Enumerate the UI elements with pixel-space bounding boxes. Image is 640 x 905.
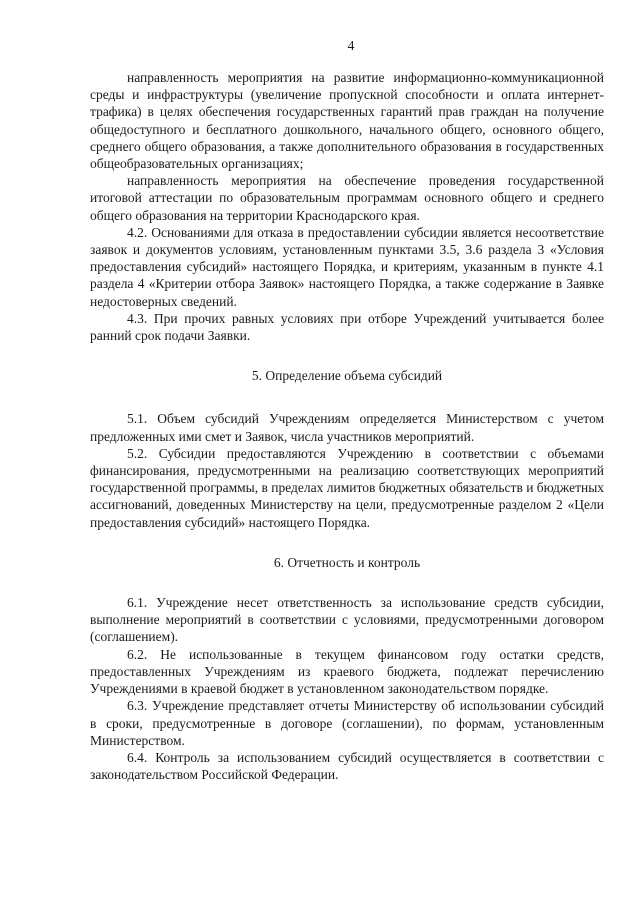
spacer [90, 344, 604, 367]
paragraph-4-3: 4.3. При прочих равных условиях при отборе Учреждений учитывается более ранний срок подачи Заявки. [90, 310, 604, 344]
paragraph-4-2: 4.2. Основаниями для отказа в предоставлении субсидии является несоответствие заявок и документов условиям, установленным пунктами 3.5, 3.6 раздела 3 «Условия предоставления субсидий» настоящего Порядка, и критериям, указанным в пункте 4.1 раздела 4 «Критерии отбора Заявок» настоящего Порядка, а также содержание в Заявке недостоверных сведений. [90, 224, 604, 309]
spacer [90, 571, 604, 594]
paragraph-6-3: 6.3. Учреждение представляет отчеты Министерству об использовании субсидий в сроки, предусмотренные в договоре (соглашении), по формам, установленным Министерством. [90, 698, 604, 748]
paragraph-ict-infrastructure: направленность мероприятия на развитие информационно-коммуникационной среды и инфраструктуры (увеличение пропускной способности и оплата интернет-трафика) в целях обеспечения государственных гарантий прав граждан на получение общедоступного и бесплатного дошкольного, начального общего, основного общего, среднего общего образования, а также дополнительного образования в государственных общеобразовательных организациях; [90, 70, 604, 172]
paragraph-6-1: 6.1. Учреждение несет ответственность за использование средств субсидии, выполнение мероприятий в соответствии с условиями, предусмотренными договором (соглашением). [90, 595, 604, 645]
section-5-heading: 5. Определение объема субсидий [251, 368, 443, 384]
spacer [90, 531, 604, 554]
page-number: 4 [347, 38, 355, 53]
spacer [90, 384, 604, 410]
section-6-heading: 6. Отчетность и контроль [273, 554, 421, 570]
paragraph-6-2: 6.2. Не использованные в текущем финансовом году остатки средств, предоставленных Учреждениям из краевого бюджета, подлежат перечислению Учреждениями в краевой бюджет в установленном законодательством порядке. [90, 646, 604, 697]
paragraph-state-attestation: направленность мероприятия на обеспечение проведения государственной итоговой аттестации по образовательным программам основного общего и среднего общего образования на территории Краснодарского края. [90, 173, 604, 223]
paragraph-5-2: 5.2. Субсидии предоставляются Учреждению в соответствии с объемами финансирования, предусмотренными на реализацию соответствующих мероприятий государственной программы, в пределах лимитов бюджетных обязательств и бюджетных ассигнований, доведенных Министерству на цели, предусмотренные разделом 2 «Цели предоставления субсидий» настоящего Порядка. [90, 445, 605, 530]
paragraph-5-1: 5.1. Объем субсидий Учреждениям определяется Министерством с учетом предложенных ими смет и Заявок, числа участников мероприятий. [90, 411, 604, 444]
paragraph-6-4: 6.4. Контроль за использованием субсидий осуществляется в соответствии с законодательством Российской Федерации. [90, 749, 604, 783]
